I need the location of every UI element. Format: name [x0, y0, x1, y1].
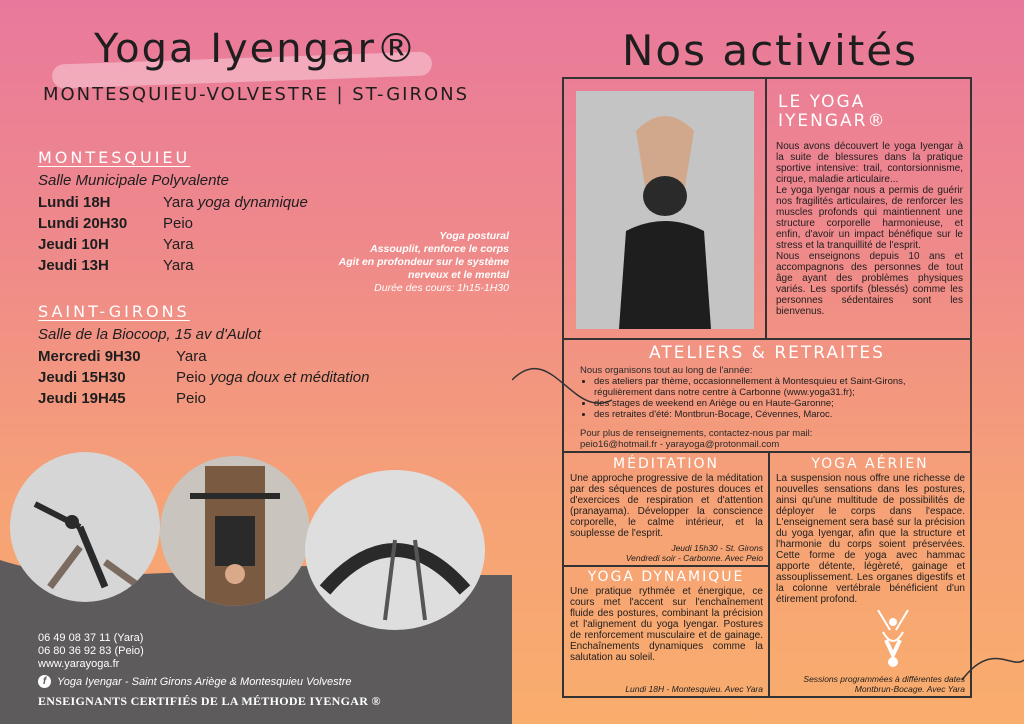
schedule-row: Jeudi 10H Yara	[38, 236, 194, 253]
schedule-row: Jeudi 19H45 Peio	[38, 390, 207, 407]
facebook-page[interactable]: Yoga Iyengar - Saint Girons Ariège & Montesquieu Volvestre	[57, 675, 352, 688]
meditation-text: Une approche progressive de la méditation par des séquences de postures douces et d'exercices de respiration et d'attention (pranayama). Développer la conscience corporelle, le calme intérieur, et la souplesse de l'esprit.	[570, 473, 763, 539]
ateliers-list	[580, 376, 965, 420]
yogi-figure-icon	[305, 470, 485, 630]
meditation-heading: MÉDITATION	[613, 456, 719, 472]
aerial-yoga-icon	[868, 610, 918, 670]
locations-subtitle: MONTESQUIEU-VOLVESTRE | ST-GIRONS	[42, 84, 470, 105]
photo-chair-backbend	[305, 470, 485, 630]
facebook-line	[38, 675, 352, 688]
schedule-row: Mercredi 9H30 Yara	[38, 348, 207, 365]
contact-emails[interactable]: peio16@hotmail.fr - yarayoga@protonmail.com	[580, 439, 780, 450]
panel-divider	[765, 77, 767, 340]
yogi-back-figure-icon	[576, 91, 754, 329]
list-item: • des ateliers par thème, occasionnellement à Montesquieu et Saint-Girons, régulièrement dans notre centre à Carbonne (www.yoga31.fr);	[594, 376, 965, 398]
yogi-figure-icon	[10, 452, 160, 602]
certification-banner: ENSEIGNANTS CERTIFIÉS DE LA MÉTHODE IYENGAR ®	[38, 694, 381, 708]
photo-triangle-pose	[10, 452, 160, 602]
schedule-row: Lundi 20H30 Peio	[38, 215, 194, 232]
yogi-figure-icon	[160, 456, 310, 606]
schedule-row: Lundi 18H Yara yoga dynamique	[38, 194, 308, 211]
website-link[interactable]: www.yarayoga.fr	[38, 658, 120, 670]
stgirons-venue: Salle de la Biocoop, 15 av d'Aulot	[38, 326, 262, 343]
montesquieu-heading: MONTESQUIEU	[38, 148, 191, 167]
photo-supported-pose	[160, 456, 310, 606]
facebook-icon: f	[38, 675, 51, 688]
stgirons-heading: SAINT-GIRONS	[38, 302, 190, 321]
list-item: • des stages de weekend en Ariège ou en Haute-Garonne;	[594, 398, 965, 409]
dynamic-heading: YOGA DYNAMIQUE	[587, 569, 745, 585]
ateliers-heading: ATELIERS & RETRAITES	[649, 343, 885, 363]
list-item: • des retraites d'été: Montbrun-Bocage, Cévennes, Maroc.	[594, 409, 965, 420]
montesquieu-schedule	[38, 192, 308, 276]
aerial-schedule: Sessions programmées à différentes dates Montbrun-Bocage. Avec Yara	[803, 674, 965, 694]
activities-title: Nos activités	[621, 26, 919, 75]
iyengar-heading: LE YOGA IYENGAR®	[778, 92, 887, 131]
iyengar-text: Nous avons découvert le yoga Iyengar à la suite de blessures dans la pratique sportive intensive: trail, contorsionnisme, cirque, maladie articulaire... Le yoga Iyengar nous a permis de guérir nos fragilités articulaires, de renforcer les muscles profonds qui maintiennent une structure corporelle harmonieuse, et enfin, d'avoir un impact bénéfique sur le stress et la tranquillité de l'esprit. Nous enseignons depuis 10 ans et accompagnons des personnes de tout âge ayant des problèmes physiques variés. Les sportifs (blessés) comme les personnes sédentaires sont les bienvenus.	[776, 141, 963, 317]
schedule-row: Jeudi 13H Yara	[38, 257, 194, 274]
phone-yara: 06 49 08 37 11 (Yara)	[38, 632, 144, 644]
schedule-row: Jeudi 15H30 Peio yoga doux et méditation	[38, 369, 370, 386]
meditation-schedule: Jeudi 15h30 - St. Girons Vendredi soir - Carbonne. Avec Peio	[625, 543, 763, 563]
montesquieu-venue: Salle Municipale Polyvalente	[38, 172, 229, 189]
dynamic-schedule: Lundi 18H - Montesquieu. Avec Yara	[625, 684, 763, 694]
stgirons-schedule	[38, 346, 369, 409]
page-title: Yoga Iyengar®	[94, 26, 418, 72]
photo-arms-raised	[576, 91, 754, 329]
ateliers-body: Nous organisons tout au long de l'année: • des ateliers par thème, occasionnellement à Montesquieu et Saint-Girons, régulièrement dans notre centre à Carbonne (www.yoga31.fr); • des stages de weekend en Ariège ou en Haute-Garonne; • des retraites d'été: Montbrun-Bocage, Cévennes, Maroc. Pour plus de renseignements, contactez-nous par mail: peio16@hotmail.fr - yarayoga@protonmail.com	[580, 365, 965, 450]
course-note: Yoga postural Assouplit, renforce le corps Agit en profondeur sur le système nerveux et le mental Durée des cours: 1h15-1H30	[329, 230, 509, 295]
aerial-text: La suspension nous offre une richesse de nouvelles sensations dans les postures, ainsi qu'une multitude de possibilités de déployer le corps dans l'espace. L'enseignement sera basé sur la précision du yoga Iyengar, afin que la structure et l'harmonie du corps soient préservées. Cette forme de yoga avec hammac apporte détente, légèreté, gainage et assouplissement. Les organes digestifs et la colonne vertébrale bénéficient d'un étirement profond.	[776, 473, 965, 605]
dynamic-text: Une pratique rythmée et énergique, ce cours met l'accent sur l'enchaînement fluide des postures, combinant la précision et l'alignement du yoga Iyengar. Postures de renforcement musculaire et de gainage. Enchaînements dynamiques comme la salutation au soleil.	[570, 586, 763, 663]
course-duration: Durée des cours: 1h15-1H30	[374, 282, 509, 294]
contact-block	[38, 632, 144, 671]
phone-peio: 06 80 36 92 83 (Peio)	[38, 645, 144, 657]
aerial-heading: YOGA AÉRIEN	[811, 456, 929, 472]
